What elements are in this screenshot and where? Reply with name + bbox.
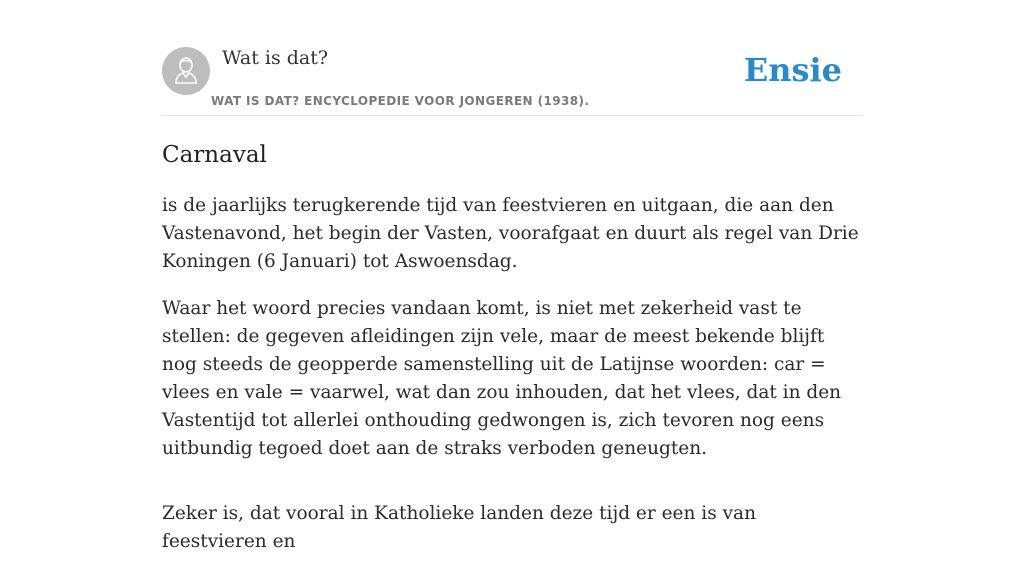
brand-logo[interactable]: Ensie xyxy=(743,51,842,89)
person-icon xyxy=(162,47,210,95)
entry-paragraph: is de jaarlijks terugkerende tijd van feestvieren en uitgaan, die aan den Vastenavond, het begin der Vasten, voorafgaat en duurt als regel van Drie Koningen (6 Januari) tot Aswoensdag. xyxy=(162,195,859,272)
source-header xyxy=(162,0,862,116)
page xyxy=(162,0,862,552)
entry-title: Carnaval xyxy=(162,142,267,168)
entry-content xyxy=(162,192,862,575)
source-title[interactable]: Wat is dat? xyxy=(222,47,329,69)
source-subtitle: WAT IS DAT? ENCYCLOPEDIE VOOR JONGEREN (1938). xyxy=(211,94,590,108)
entry-paragraph: Zeker is, dat vooral in Katholieke landen deze tijd er een is van feestvieren en xyxy=(162,503,756,552)
entry-paragraph: Waar het woord precies vandaan komt, is niet met zekerheid vast te stellen: de gegeven afleidingen zijn vele, maar de meest bekende blijft nog steeds de geopperde samenstelling uit de Latijnse woorden: car = vlees en vale = vaarwel, wat dan zou inhouden, dat het vlees, dat in den Vastentijd tot allerlei onthouding gedwongen is, zich tevoren nog eens uitbundig tegoed doet aan de straks verboden geneugten. xyxy=(162,298,842,459)
avatar[interactable] xyxy=(162,47,210,95)
